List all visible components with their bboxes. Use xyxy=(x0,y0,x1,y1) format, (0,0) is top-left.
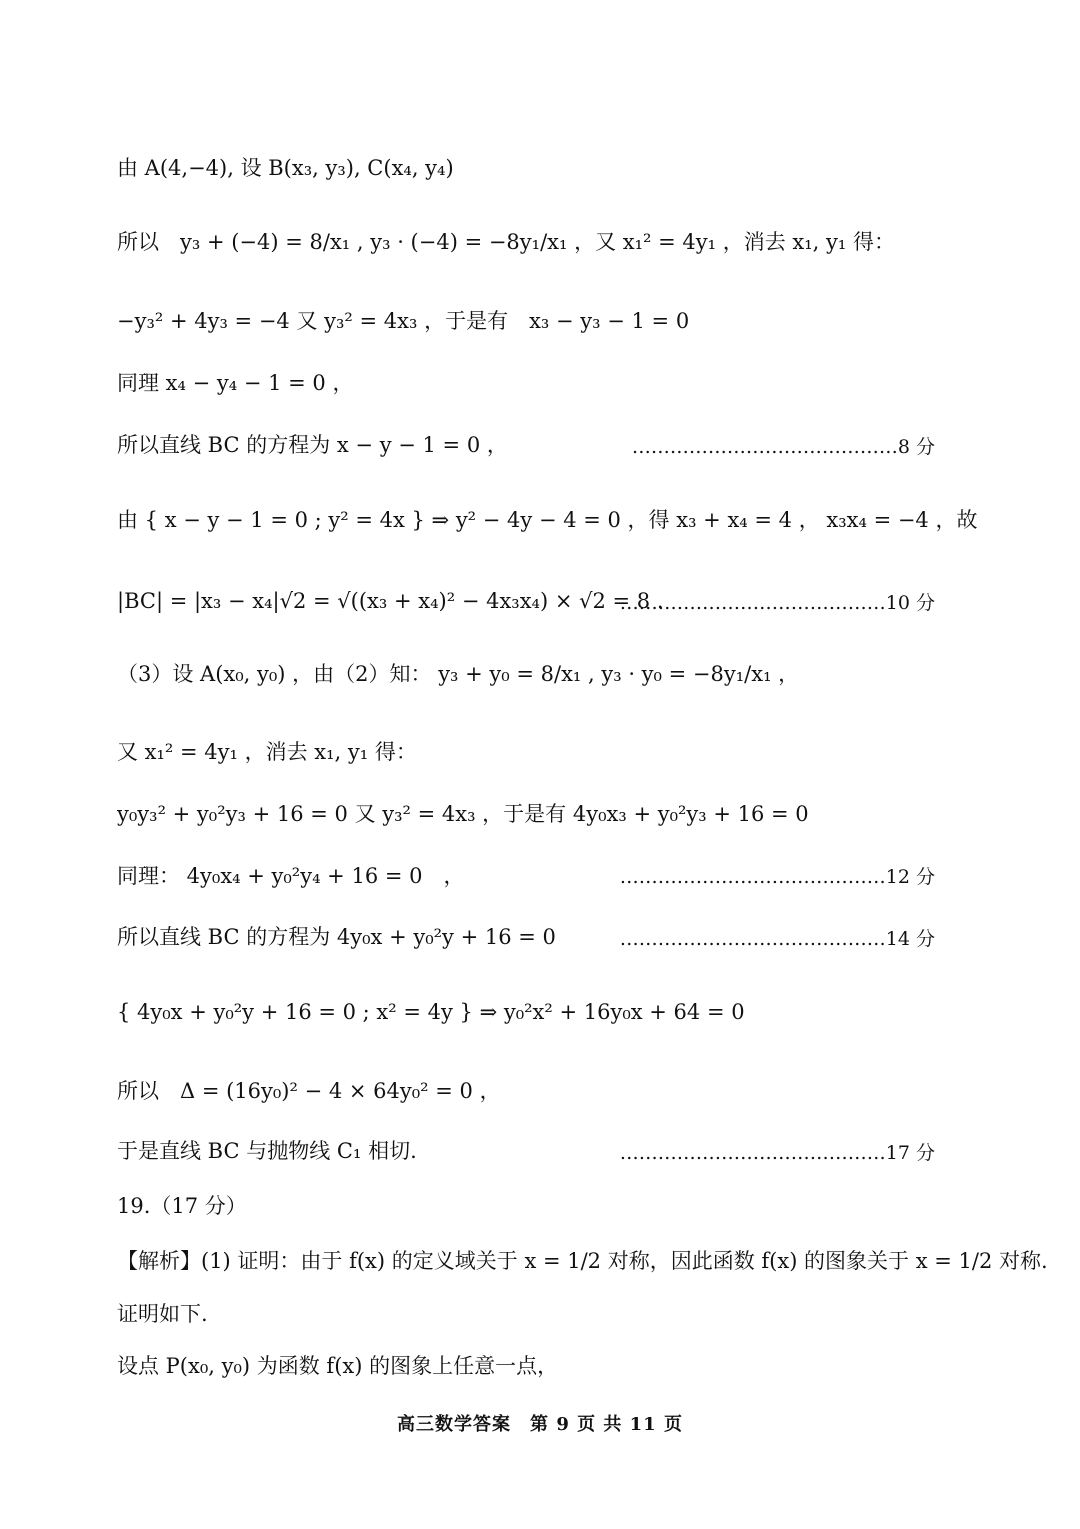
answer-line-10: y₀y₃² + y₀²y₃ + 16 = 0 又 y₃² = 4x₃ ，于是有 4y₀x₃ + y₀²y₃ + 16 = 0 xyxy=(117,802,809,826)
answer-line-2: 所以 y₃ + (−4) = 8/x₁ , y₃ · (−4) = −8y₁/x₁ ，又 x₁² = 4y₁ ，消去 x₁, y₁ 得： xyxy=(117,230,895,254)
answer-line-18: 证明如下. xyxy=(117,1302,208,1326)
answer-line-8: （3）设 A(x₀, y₀) ，由（2）知： y₃ + y₀ = 8/x₁ , y₃ · y₀ = −8y₁/x₁ ， xyxy=(117,662,800,686)
score-12: ……………………………………12 分 xyxy=(619,866,935,888)
answer-line-4: 同理 x₄ − y₄ − 1 = 0 ， xyxy=(117,371,354,395)
answer-line-11: 同理： 4y₀x₄ + y₀²y₄ + 16 = 0 ， xyxy=(117,864,465,888)
score-10: ……………………………………10 分 xyxy=(619,592,935,614)
answer-line-6: 由 { x − y − 1 = 0 ; y² = 4x } ⇒ y² − 4y − 4 = 0 ，得 x₃ + x₄ = 4 ， x₃x₄ = −4 ，故 xyxy=(117,508,978,532)
answer-line-1: 由 A(4,−4), 设 B(x₃, y₃), C(x₄, y₄) xyxy=(117,156,454,180)
answer-line-19: 设点 P(x₀, y₀) 为函数 f(x) 的图象上任意一点， xyxy=(117,1354,559,1378)
score-17: ……………………………………17 分 xyxy=(619,1142,935,1164)
answer-line-7: |BC| = |x₃ − x₄|√2 = √((x₃ + x₄)² − 4x₃x₄) × √2 = 8 . xyxy=(117,589,664,613)
score-8: ……………………………………8 分 xyxy=(631,436,935,458)
answer-line-15: 于是直线 BC 与抛物线 C₁ 相切. xyxy=(117,1139,417,1163)
score-14: ……………………………………14 分 xyxy=(619,928,935,950)
answer-line-5: 所以直线 BC 的方程为 x − y − 1 = 0 ， xyxy=(117,433,508,457)
answer-line-14: 所以 Δ = (16y₀)² − 4 × 64y₀² = 0 ， xyxy=(117,1079,501,1103)
answer-line-3: −y₃² + 4y₃ = −4 又 y₃² = 4x₃ ，于是有 x₃ − y₃ − 1 = 0 xyxy=(117,309,690,333)
problem-19-heading: 19.（17 分） xyxy=(117,1194,247,1218)
answer-line-13: { 4y₀x + y₀²y + 16 = 0 ; x² = 4y } ⇒ y₀²x² + 16y₀x + 64 = 0 xyxy=(117,1000,745,1024)
answer-line-12: 所以直线 BC 的方程为 4y₀x + y₀²y + 16 = 0 xyxy=(117,925,556,949)
answer-line-17: 【解析】(1) 证明：由于 f(x) 的定义域关于 x = 1/2 对称，因此函数 f(x) 的图象关于 x = 1/2 对称. xyxy=(117,1249,1048,1273)
answer-line-9: 又 x₁² = 4y₁ ，消去 x₁, y₁ 得： xyxy=(117,740,417,764)
page-footer: 高三数学答案 第 9 页 共 11 页 xyxy=(397,1414,683,1435)
